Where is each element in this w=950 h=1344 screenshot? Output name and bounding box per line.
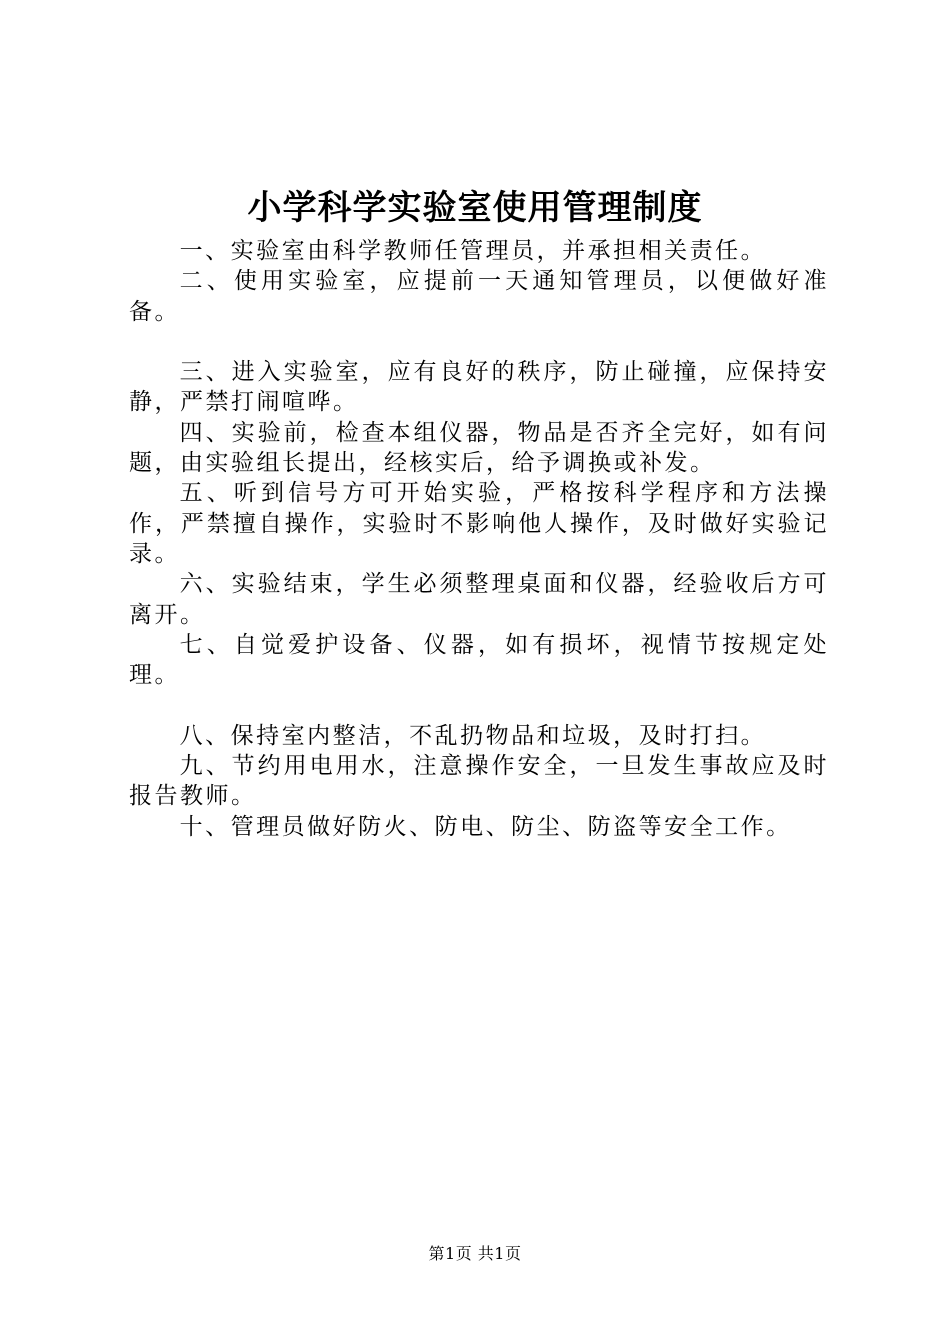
blank-line <box>129 327 829 357</box>
rule-paragraph-3: 三、进入实验室，应有良好的秩序，防止碰撞，应保持安静，严禁打闹喧哗。 <box>129 359 829 416</box>
rule-paragraph-8: 八、保持室内整洁，不乱扔物品和垃圾，及时打扫。 <box>179 722 767 749</box>
rule-paragraph-10: 十、管理员做好防火、防电、防尘、防盗等安全工作。 <box>179 813 792 840</box>
page-footer: 第1页 共1页 <box>428 1244 522 1263</box>
rule-paragraph-2: 二、使用实验室，应提前一天通知管理员，以便做好准备。 <box>129 268 829 325</box>
rule-paragraph-4: 四、实验前，检查本组仪器，物品是否齐全完好，如有问题，由实验组长提出，经核实后，给予调换或补发。 <box>129 419 829 477</box>
rule-paragraph-6: 六、实验结束，学生必须整理桌面和仪器，经验收后方可离开。 <box>129 571 829 628</box>
blank-line <box>129 690 829 720</box>
rule-paragraph-5: 五、听到信号方可开始实验，严格按科学程序和方法操作，严禁擅自操作，实验时不影响他人操作，及时做好实验记录。 <box>129 480 829 567</box>
rule-paragraph-1: 一、实验室由科学教师任管理员，并承担相关责任。 <box>179 238 767 264</box>
rule-paragraph-7: 七、自觉爱护设备、仪器，如有损坏，视情节按规定处理。 <box>129 631 829 689</box>
document-body <box>129 236 829 842</box>
rule-paragraph-9: 九、节约用电用水，注意操作安全，一旦发生事故应及时报告教师。 <box>129 753 829 810</box>
document-title: 小学科学实验室使用管理制度 <box>247 188 703 228</box>
